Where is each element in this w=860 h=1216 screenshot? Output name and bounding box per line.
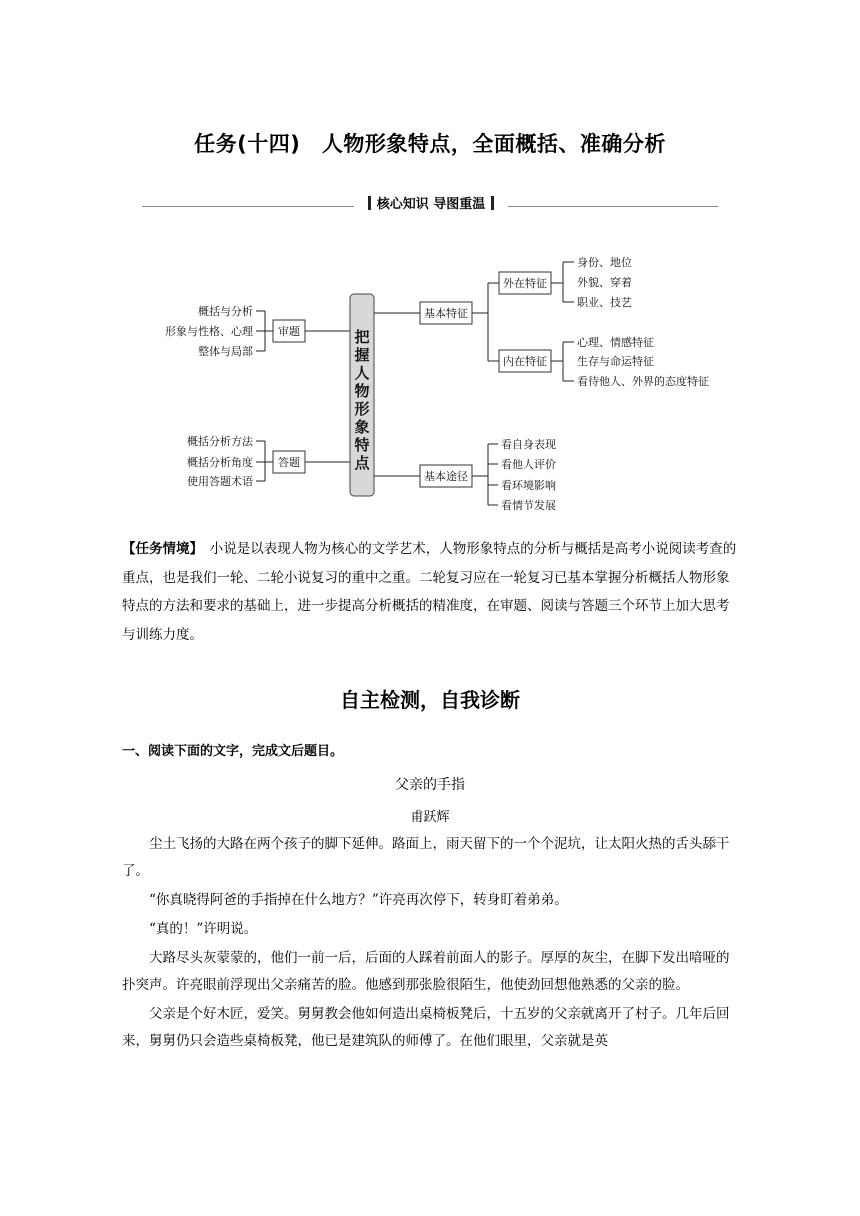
center-char: 握	[354, 346, 370, 364]
task-situation	[122, 535, 738, 649]
story-paragraph: 父亲是个好木匠，爱笑。舅舅教会他如何造出桌椅板凳后，十五岁的父亲就离开了村子。几年后回来，舅舅仍只会造些桌椅板凳，他已是建筑队的师傅了。在他们眼里，父亲就是英	[122, 1006, 730, 1049]
story-author: 甫跃辉	[410, 810, 450, 825]
dati-item: 概括分析角度	[187, 456, 253, 469]
center-char: 形	[354, 400, 370, 418]
tujing-item: 看他人评价	[501, 458, 556, 471]
story-title: 父亲的手指	[395, 777, 465, 793]
task-situation-text: 小说是以表现人物为核心的文学艺术，人物形象特点的分析与概括是高考小说阅读考查的重点，也是我们一轮、二轮小说复习的重中之重。二轮复习应在一轮复习已基本掌握分析概括人物形象特点的方法和要求的基础上，进一步提高分析概括的精准度，在审题、阅读与答题三个环节上加大思考与训练力度。	[122, 541, 737, 643]
shenti-item: 形象与性格、心理	[165, 325, 253, 338]
center-char: 人	[354, 364, 370, 382]
waizai-item: 身份、地位	[577, 256, 632, 269]
banner-divider-right	[508, 206, 718, 207]
story-paragraph: “真的！”许明说。	[149, 921, 258, 937]
story-paragraph: 大路尽头灰蒙蒙的，他们一前一后，后面的人踩着前面人的影子。厚厚的灰尘，在脚下发出喑哑的扑突声。许亮眼前浮现出父亲痛苦的脸。他感到那张脸很陌生，他使劲回想他熟悉的父亲的脸。	[122, 950, 730, 993]
shenti-item: 概括与分析	[198, 305, 253, 318]
waizai-item: 外貌、穿着	[577, 276, 632, 289]
page-title: 任务(十四) 人物形象特点，全面概括、准确分析	[194, 132, 666, 156]
center-char: 物	[354, 382, 370, 400]
story-paragraph: 尘土飞扬的大路在两个孩子的脚下延伸。路面上，雨天留下的一个个泥坑，让太阳火热的舌头舔干了。	[122, 836, 730, 879]
neizai-item: 生存与命运特征	[577, 355, 654, 368]
shenti-label: 审题	[278, 325, 300, 338]
center-char: 把	[354, 328, 370, 346]
story-paragraph: “你真晓得阿爸的手指掉在什么地方？”许亮再次停下，转身盯着弟弟。	[149, 892, 568, 908]
neizai-label: 内在特征	[503, 355, 547, 368]
jiben-tujing-label: 基本途径	[424, 470, 468, 483]
mind-map	[0, 230, 860, 520]
dati-item: 使用答题术语	[187, 475, 253, 488]
tujing-item: 看环境影响	[501, 479, 556, 492]
section-title: 自主检测，自我诊断	[340, 688, 520, 712]
dati-item: 概括分析方法	[187, 435, 253, 448]
question-prompt: 一、阅读下面的文字，完成文后题目。	[122, 744, 344, 759]
center-char: 点	[354, 454, 370, 472]
tujing-item: 看情节发展	[501, 499, 556, 512]
center-char: 象	[354, 418, 370, 436]
neizai-item: 心理、情感特征	[577, 336, 654, 349]
waizai-label: 外在特征	[503, 277, 547, 290]
shenti-item: 整体与局部	[198, 345, 253, 358]
banner-bar-left	[368, 196, 371, 210]
task-situation-lead: 【任务情境】	[122, 541, 197, 557]
tujing-item: 看自身表现	[501, 438, 556, 451]
waizai-item: 职业、技艺	[577, 296, 632, 309]
section-banner	[355, 194, 507, 216]
center-char: 特	[354, 436, 370, 454]
banner-bar-right	[491, 196, 494, 210]
neizai-item: 看待他人、外界的态度特征	[577, 375, 709, 388]
banner-label: 核心知识 导图重温	[376, 197, 486, 212]
jiben-tezheng-label: 基本特征	[424, 307, 468, 320]
story-body	[122, 831, 738, 1057]
dati-label: 答题	[278, 456, 300, 469]
banner-divider-left	[142, 206, 354, 207]
